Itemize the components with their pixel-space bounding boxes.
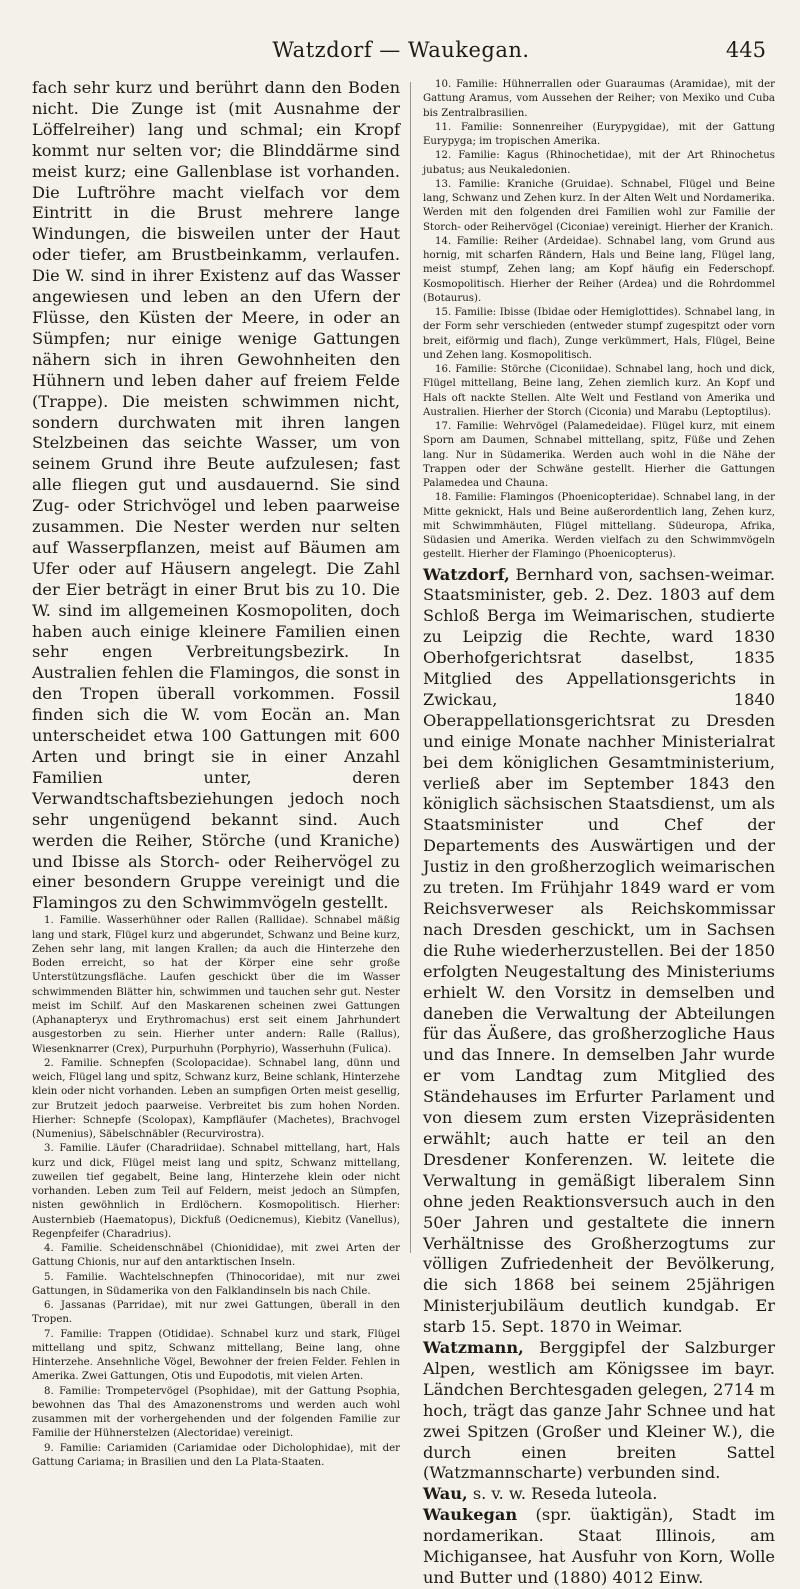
- entry-wau: [423, 1484, 775, 1505]
- entry-text: s. v. w. Reseda luteola.: [467, 1484, 658, 1504]
- family-entry: 6. Jassanas (Parridae), mit nur zwei Gattungen, überall in den Tropen.: [32, 1300, 400, 1326]
- headword: Waukegan: [423, 1505, 518, 1525]
- family-entry: 17. Familie: Wehrvögel (Palamedeidae). Flügel kurz, mit einem Sporn am Daumen, Schnabel mittellang, spitz, Füße und Zehen lang. Nur in Südamerika. Werden auch wohl in die Nähe der Trappen oder der Schwäne gestellt. Hierher die Gattungen Palamedea und Chauna.: [423, 421, 775, 489]
- family-entry: 1. Familie. Wasserhühner oder Rallen (Rallidae). Schnabel mäßig lang und stark, Flügel kurz und abgerundet, Schwanz und Beine kurz, Zehen sehr lang, mit langen Krallen; da auch die Hinterzehe den Boden erreicht, so hat der Körper eine sehr große Unterstützungsfläche. Laufen geschickt über die im Wasser schwimmenden Blätter hin, schwimmen und tauchen sehr gut. Nester meist im Schilf. Auf den Maskarenen scheinen zwei Gattungen (Aphanapteryx und Erythromachus) erst seit einem Jahrhundert ausgestorben zu sein. Hierher unter andern: Ralle (Rallus), Wiesenknarrer (Crex), Purpurhuhn (Porphyrio), Wasserhuhn (Fulica).: [32, 915, 400, 1055]
- left-column: [32, 78, 400, 1468]
- headword: Watzdorf,: [423, 564, 510, 584]
- entry-text: (spr. üaktigän), Stadt im nordamerikan. Staat Illinois, am Michigansee, hat Ausfuhr von Korn, Wolle und Butter und (1880) 4012 Einw.: [423, 1505, 775, 1587]
- family-entry: 18. Familie: Flamingos (Phoenicopteridae). Schnabel lang, in der Mitte geknickt, Hals und Beine außerordentlich lang, Zehen kurz, mit Schwimmhäuten, Flügel mittellang. Südeuropa, Afrika, Südasien und Amerika. Werden vielfach zu den Schwimmvögeln gestellt. Hierher der Flamingo (Phoenicopterus).: [423, 492, 775, 561]
- family-entry: 2. Familie. Schnepfen (Scolopacidae). Schnabel lang, dünn und weich, Flügel lang und spitz, Schwanz kurz, Beine schlank, Hinterzehe klein oder nicht vorhanden. Leben an sumpfigen Orten meist gesellig, zur Brutzeit jedoch paarweise. Verbreitet bis zum hohen Norden. Hierher: Schnepfe (Scolopax), Kampfläufer (Machetes), Brachvogel (Numenius), Säbelschnäbler (Recurvirostra).: [32, 1057, 400, 1140]
- family-entry: 12. Familie: Kagus (Rhinochetidae), mit der Art Rhinochetus jubatus; aus Neukaledonien.: [423, 150, 775, 176]
- family-entry: 8. Familie: Trompetervögel (Psophidae), mit der Gattung Psophia, bewohnen das Thal des Amazonenstroms und werden auch wohl zusammen mit der vorhergehenden und der folgenden Familie zur Familie der Hühnerstelzen (Alectoridae) vereinigt.: [32, 1385, 400, 1440]
- headword: Watzmann,: [423, 1338, 524, 1358]
- family-entry: 11. Familie: Sonnenreiher (Eurypygidae), mit der Gattung Eurypyga; im tropischen Amerika.: [423, 121, 775, 147]
- family-entry: 13. Familie: Kraniche (Gruidae). Schnabel, Flügel und Beine lang, Schwanz und Zehen kurz. In der Alten Welt und Nordamerika. Werden mit den folgenden drei Familien wohl zur Familie der Storch- oder Reihervögel (Ciconiae) vereinigt. Hierher der Kranich.: [423, 178, 775, 233]
- family-entry: 5. Familie. Wachtelschnepfen (Thinocoridae), mit nur zwei Gattungen, in Südamerika von den Falklandinseln bis nach Chile.: [32, 1271, 400, 1297]
- column-divider: [410, 82, 411, 1253]
- entry-text: Berggipfel der Salzburger Alpen, westlich am Königssee im bayr. Ländchen Berchtesgaden gelegen, 2714 m hoch, trägt das ganze Jahr Schnee und hat zwei Spitzen (Großer und Kleiner W.), die durch einen breiten Sattel (Watzmannscharte) verbunden sind.: [423, 1338, 775, 1483]
- family-entry: 15. Familie: Ibisse (Ibidae oder Hemiglottides). Schnabel lang, in der Form sehr verschieden (entweder stumpf zugespitzt oder vorn breit, eiförmig und flach), Zunge verkümmert, Hals, Flügel, Beine und Zehen lang. Kosmopolitisch.: [423, 307, 775, 361]
- page-header: [36, 38, 766, 68]
- family-entry: 3. Familie. Läufer (Charadriidae). Schnabel mittellang, hart, Hals kurz und dick, Flügel meist lang und spitz, Schwanz mittellang, zuweilen tief gegabelt, Beine lang, Hinterzehe klein oder nicht vorhanden. Leben zum Teil auf Feldern, meist jedoch an Sümpfen, nisten gewöhnlich in Erdlöchern. Kosmopolitisch. Hierher: Austernbieb (Haematopus), Dickfuß (Oedicnemus), Kiebitz (Vanellus), Regenpfeifer (Charadrius).: [32, 1143, 400, 1240]
- family-entry: 14. Familie: Reiher (Ardeidae). Schnabel lang, vom Grund aus hornig, mit scharfen Rändern, Hals und Beine lang, Flügel lang, meist stumpf, Zehen lang; am Kopf häufig ein Federschopf. Kosmopolitisch. Hierher der Reiher (Ardea) und die Rohrdommel (Botaurus).: [423, 235, 775, 304]
- running-title: Watzdorf — Waukegan.: [272, 38, 530, 62]
- headword: Wau,: [423, 1484, 468, 1504]
- family-list-left: [32, 914, 400, 1470]
- page-number: 445: [725, 38, 766, 62]
- family-entry: 9. Familie: Cariamiden (Cariamidae oder Dicholophidae), mit der Gattung Cariama; in Brasilien und den La Plata-Staaten.: [32, 1442, 400, 1468]
- entry-watzdorf: [423, 565, 775, 1339]
- family-entry: 16. Familie: Störche (Ciconiidae). Schnabel lang, hoch und dick, Flügel mittellang, Beine lang, Zehen ziemlich kurz. An Kopf und Hals oft nackte Stellen. Alte Welt und Festland von Amerika und Australien. Hierher der Storch (Ciconia) und Marabu (Leptoptilus).: [423, 364, 775, 418]
- entry-text: Bernhard von, sachsen-weimar. Staatsminister, geb. 2. Dez. 1803 auf dem Schloß Berga im Weimarischen, studierte zu Leipzig die Rechte, ward 1830 Oberhofgerichtsrat daselbst, 1835 Mitglied des Appellationsgerichts in Zwickau, 1840 Oberappellationsgerichtsrat zu Dresden und einige Monate nachher Ministerialrat bei dem königlichen Gesamtministerium, verließ aber im September 1843 den königlich sächsischen Staatsdienst, um als Staatsminister und Chef der Departements des Auswärtigen und der Justiz in den großherzoglich weimarischen zu treten. Im Frühjahr 1849 ward er vom Reichsverweser als Reichskommissar nach Dresden geschickt, um in Sachsen die Ruhe wiederherzustellen. Bei der 1850 erfolgten Neugestaltung des Ministeriums erhielt W. den Vorsitz in demselben und daneben die Verwaltung der Abteilungen für das Äußere, das großherzogliche Haus und das Innere. In demselben Jahr wurde er vom Landtag zum Mitglied des Ständehauses im Erfurter Parlament und von diesem zum ersten Vizepräsidenten erwählt; auch hatte er teil an den Dresdener Konferenzen. W. leitete die Verwaltung in gemäßigt liberalem Sinn ohne jeden Reaktionsversuch auch in den 50er Jahren und gestaltete die innern Verhältnisse des Großherzogtums zur völligen Zufriedenheit der Bevölkerung, die sich 1868 bei seinem 25jährigen Ministerjubiläum deutlich kundgab. Er starb 15. Sept. 1870 in Weimar.: [423, 564, 775, 1337]
- family-entry: 7. Familie: Trappen (Otididae). Schnabel kurz und stark, Flügel mittellang und spitz, Schwanz mittellang, Beine lang, ohne Hinterzehe. Ansehnliche Vögel, Bewohner der freien Felder. Fehlen in Amerika. Zwei Gattungen, Otis und Eupodotis, mit vielen Arten.: [32, 1328, 400, 1383]
- family-entry: 10. Familie: Hühnerrallen oder Guaraumas (Aramidae), mit der Gattung Aramus, vom Aussehen der Reiher; von Mexiko und Cuba bis Zentralbrasilien.: [423, 79, 775, 119]
- bird-order-description: fach sehr kurz und berührt dann den Boden nicht. Die Zunge ist (mit Ausnahme der Löffelreiher) lang und schmal; ein Kropf kommt nur selten vor; die Blinddärme sind meist kurz; eine Gallenblase ist vorhanden. Die Luftröhre macht vielfach vor dem Eintritt in die Brust mehrere lange Windungen, die bisweilen unter der Haut oder tiefer, am Brustbeinkamm, verlaufen. Die W. sind in ihrer Existenz auf das Wasser angewiesen und leben an den Ufern der Flüsse, den Küsten der Meere, in oder an Sümpfen; nur einige wenige Gattungen nähern sich in ihren Gewohnheiten den Hühnern und leben daher auf freiem Felde (Trappe). Die meisten schwimmen nicht, sondern durchwaten mit ihren langen Stelzbeinen das seichte Wasser, um von seinem Grund ihre Beute aufzulesen; fast alle fliegen gut und ausdauernd. Sie sind Zug- oder Strichvögel und leben paarweise zusammen. Die Nester werden nur selten auf Wasserpflanzen, meist auf Bäumen am Ufer oder auf Häusern angelegt. Die Zahl der Eier beträgt in einer Brut bis zu 10. Die W. sind im allgemeinen Kosmopoliten, doch haben auch einige kleinere Familien einen sehr engen Verbreitungsbezirk. In Australien fehlen die Flamingos, die sonst in den Tropen überall vorkommen. Fossil finden sich die W. vom Eocän an. Man unterscheidet etwa 100 Gattungen mit 600 Arten und bringt sie in einer Anzahl Familien unter, deren Verwandtschaftsbeziehungen jedoch noch sehr ungenügend bekannt sind. Auch werden die Reiher, Störche (und Kraniche) und Ibisse als Storch- oder Reihervögel zu einer besondern Gruppe vereinigt und die Flamingos zu den Schwimmvögeln gestellt.: [32, 78, 400, 913]
- entry-watzmann: [423, 1338, 775, 1484]
- entry-waukegan: [423, 1505, 775, 1589]
- family-list-right: [423, 78, 775, 563]
- right-column: [423, 78, 775, 1587]
- family-entry: 4. Familie. Scheidenschnäbel (Chionididae), mit zwei Arten der Gattung Chionis, nur auf den antarktischen Inseln.: [32, 1243, 400, 1269]
